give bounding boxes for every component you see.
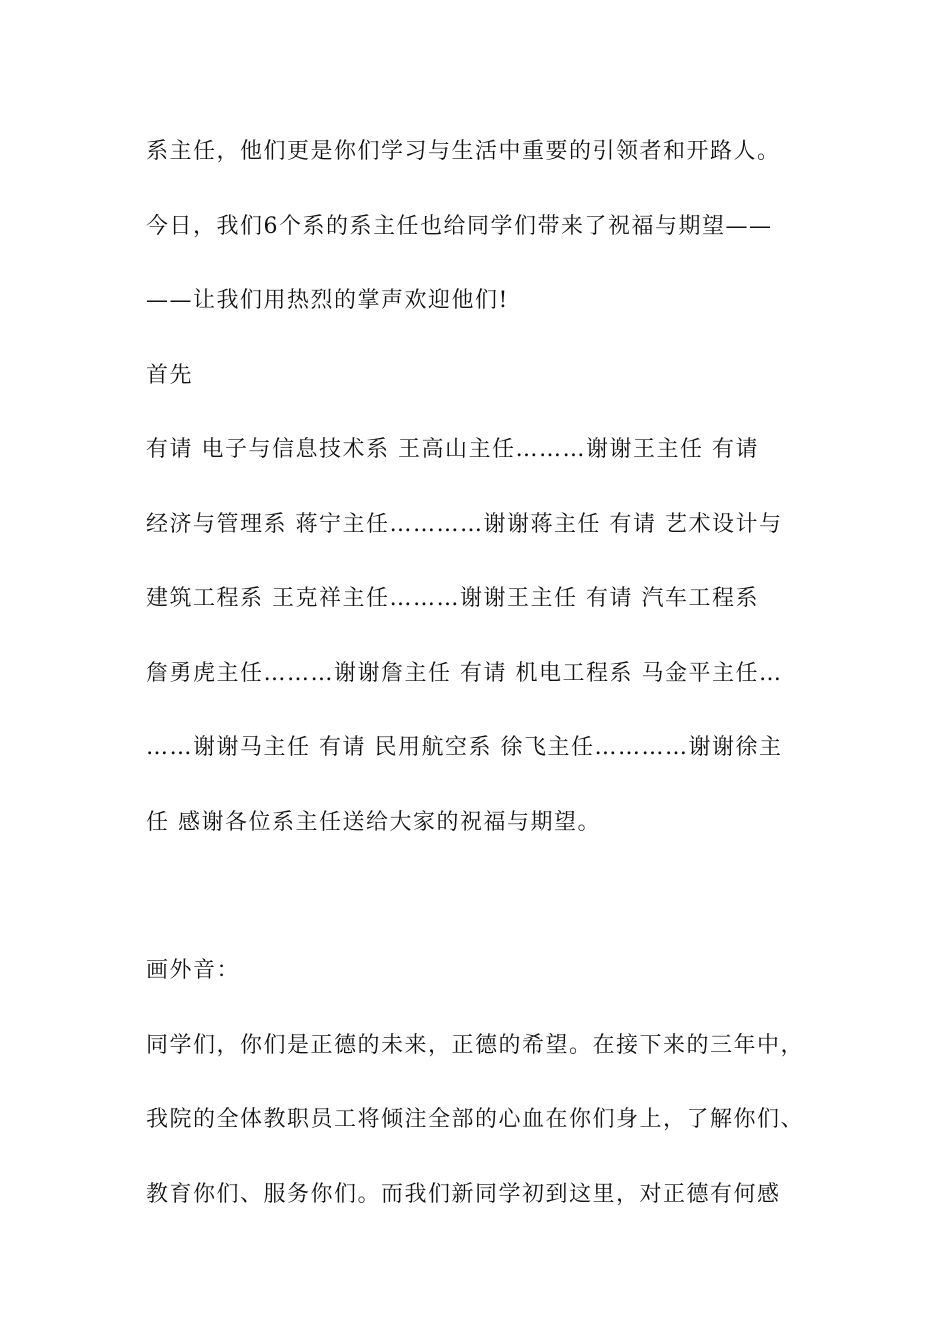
text-line-2: 今日，我们6个系的系主任也给同学们带来了祝福与期望——: [146, 214, 773, 239]
text-line-10: 任 感谢各位系主任送给大家的祝福与期望。: [146, 810, 601, 835]
text-line-12: 同学们，你们是正德的未来，正德的希望。在接下来的三年中，: [146, 1033, 805, 1058]
text-line-1: 系主任，他们更是你们学习与生活中重要的引领者和开路人。: [146, 139, 781, 164]
text-line-8: 詹勇虎主任………谢谢詹主任 有请 机电工程系 马金平主任…: [146, 661, 783, 686]
text-line-9: ……谢谢马主任 有请 民用航空系 徐飞主任…………谢谢徐主: [146, 735, 783, 760]
text-line-11: 画外音：: [146, 958, 241, 983]
text-line-7: 建筑工程系 王克祥主任………谢谢王主任 有请 汽车工程系: [146, 586, 759, 611]
text-line-6: 经济与管理系 蒋宁主任…………谢谢蒋主任 有请 艺术设计与: [146, 512, 783, 537]
text-line-14: 教育你们、服务你们。而我们新同学初到这里，对正德有何感: [146, 1182, 781, 1207]
text-line-4: 首先: [146, 363, 194, 388]
text-line-5: 有请 电子与信息技术系 王高山主任………谢谢王主任 有请: [146, 437, 759, 462]
text-line-13: 我院的全体教职员工将倾注全部的心血在你们身上，了解你们、: [146, 1107, 805, 1132]
text-line-3: ——让我们用热烈的掌声欢迎他们!: [146, 288, 509, 313]
